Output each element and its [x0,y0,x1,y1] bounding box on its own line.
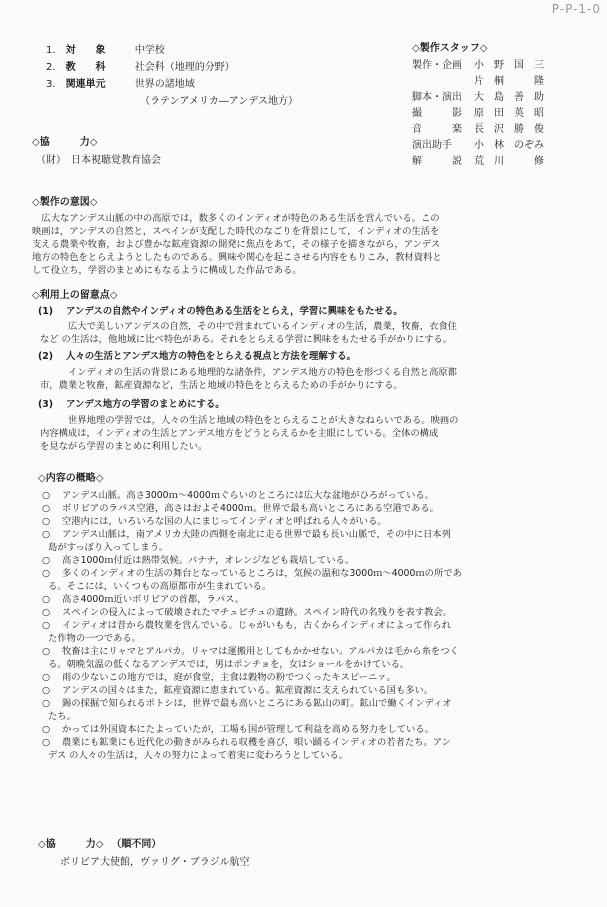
info-value: 社会科（地理的分野） [134,62,235,73]
note-line: を見ながら学習のまとめに利用したい。 [40,441,208,452]
info-label: 関連単元 [65,79,106,90]
circle-bullet-icon: ○ [42,516,51,527]
overview-line: る。そこには，いくつもの高原都市が生まれている。 [48,581,272,592]
cooperation-bottom-value: ボリビア大使館，ヴァリグ・ブラジル航空 [60,857,250,868]
staff-role: 撮 影 [412,108,462,119]
overview-line: ボリビアのラパス空港，高さはおよそ4000ｍ。世界で最も高いところにある空港である。 [62,503,439,514]
overview-line: アンデス山脈。高さ3000ｍ～4000ｍぐらいのところには広大な盆地がひろがっている。 [62,490,434,501]
cooperation-bottom-title: ◇協 力◇ [38,839,104,850]
note-title: アンデス地方の学習のまとめにする。 [66,399,225,410]
overview-line: アンデス山脈は，南アメリカ大陸の西側を南北に走る世界で最も長い山脈で，その中に日本列 [62,529,451,540]
cooperation-heading: ◇協 力◇ [32,137,98,148]
overview-item [40,567,600,593]
note-title-3 [38,398,225,411]
staff-heading: ◇製作スタッフ◇ [412,43,488,54]
intent-line: 地方の特色をとらえようとしたものである。興味や関心を起こさせる内容をもりこみ，教材資料と [32,252,442,263]
overview-item [40,528,600,554]
overview-heading: ◇内容の概略◇ [38,473,104,484]
watermark: P-P-1-0 [551,2,601,16]
overview-item [40,671,600,684]
info-num: 3． [46,79,63,90]
staff-name: 原 田 英 昭 [474,108,544,119]
staff-role: 解 説 [412,156,462,167]
note-line: 市，農業と牧畜，鉱産資源など，生活と地域の特色をとらえるための手がかりにする。 [40,380,403,391]
staff-name: 荒 川 修 [474,156,544,167]
info-value: 中学校 [134,45,165,56]
overview-line: インディオは昔から農牧業を営んでいる。じゃがいもも，古くからインディオによって作られ [62,620,451,631]
note-title-2 [38,350,356,363]
staff-row [412,75,544,89]
circle-bullet-icon: ○ [42,555,51,566]
intent-line: 映画は，アンデスの自然と，スペインが支配した時代のなごりを背景にして，インディオの生活を [32,226,440,237]
staff-role: 音 楽 [412,124,462,135]
info-num: 1． [46,45,63,56]
circle-bullet-icon: ○ [42,672,51,683]
note-title: 人々の生活とアンデス地方の特色をとらえる視点と方法を理解する。 [66,351,356,362]
note-title-1 [38,305,403,318]
circle-bullet-icon: ○ [42,698,51,709]
staff-name: 小 林 のぞみ [474,140,544,151]
overview-line: 牧畜は主にリャマとアルパカ。リャマは運搬用としてもかかせない。アルパカは毛から糸をつく [62,646,459,657]
info-value: 世界の諸地域 [134,79,195,90]
overview-line: る。朝晩気温の低くなるアンデスでは，男はポンチョを，女はショールをかけている。 [48,659,410,670]
overview-line: 農業にも鉱業にも近代化の動きがみられる収穫を喜び，唄い踊るインディオの若者たち。アン [62,737,451,748]
staff-row [412,123,544,137]
note-title: アンデスの自然やインディオの特色ある生活をとらえ，学習に興味をもたせる。 [66,306,403,317]
overview-item [40,723,600,736]
info-row-subject [46,61,235,75]
circle-bullet-icon: ○ [42,490,51,501]
intent-line: して役立ち，学習のまとめにもなるように構成した作品である。 [32,265,302,276]
staff-row [412,91,544,105]
intent-paragraph [32,212,442,277]
staff-name: 大 島 善 助 [474,92,544,103]
overview-line: デス の人々の生活は，人々の努力によって着実に変わろうとしている。 [48,750,349,761]
intent-line: 支える農業や牧畜，および豊かな鉱産資源の開発に焦点をあて，その様子を描きながら，アンデス [32,239,441,250]
note-number: (3) [38,399,54,410]
overview-line: アンデスの国々はまた，鉱産資源に恵まれている。鉱産資源に支えられている国も多い。 [62,685,434,696]
staff-row [412,59,544,73]
staff-row [412,107,544,121]
note-line: 世界地理の学習では，人々の生活と地域の特色をとらえることが大きなねらいである。映画の [68,415,459,426]
cooperation-bottom-heading [38,838,161,852]
info-num: 2． [46,62,63,73]
info-label: 教 科 [65,62,106,73]
note-number: (2) [38,351,54,362]
overview-line: 高さ1000ｍ付近は熱帯気候。バナナ，オレンジなども栽培している。 [62,555,355,566]
overview-line: かっては外国資本にたよっていたが，工場も国が管理して利益を高める努力をしている。 [62,724,434,735]
circle-bullet-icon: ○ [42,724,51,735]
info-subunit: （ラテンアメリカ―アンデス地方） [140,96,298,107]
note-body-3 [40,414,459,453]
staff-role: 脚本・演出 [412,92,462,103]
circle-bullet-icon: ○ [42,594,51,605]
overview-item [40,684,600,697]
info-label: 対 象 [65,45,106,56]
note-body-2 [40,366,457,392]
note-line: など の生活は，他地域に比べ特色がある。それをとらえる学習に興味をもたせる手がかりにする。 [40,334,453,345]
overview-item [40,645,600,671]
note-line: 内容構成は，インディオの生活とアンデス地方をどうとらえるかを主眼にしている。全体の構成 [40,428,439,439]
circle-bullet-icon: ○ [42,607,51,618]
overview-item [40,736,600,762]
staff-name: 片 桐 隆 [474,76,544,87]
staff-role: 製作・企画 [412,60,462,71]
circle-bullet-icon: ○ [42,529,51,540]
overview-line: 島がすっぽり入ってしまう。 [48,542,169,553]
overview-line: 空港内には，いろいろな国の人にまじってインディオと呼ばれる人々がいる。 [62,516,387,527]
circle-bullet-icon: ○ [42,620,51,631]
overview-line: た作物の一つである。 [48,633,141,644]
overview-line: 雨の少ないこの地方では，庭が食堂，主食は穀物の粉でつくったキスピーニァ。 [62,672,396,683]
overview-line: たち。 [48,711,76,722]
circle-bullet-icon: ○ [42,646,51,657]
note-line: 広大で美しいアンデスの自然，その中で営まれているインディオの生活，農業，牧畜，衣食住 [68,321,457,332]
staff-name: 小 野 国 三 [474,60,544,71]
info-row-target [46,44,165,58]
overview-item [40,489,600,502]
note-number: (1) [38,306,54,317]
overview-line: 高さ4000ｍ近いボリビアの首都，ラパス。 [62,594,244,605]
circle-bullet-icon: ○ [42,568,51,579]
staff-name: 長 沢 勝 俊 [474,124,544,135]
overview-item [40,554,600,567]
intent-line: 広大なアンデス山脈の中の高原では，数多くのインディオが特色のある生活を営んでいる。この [32,213,440,224]
staff-row [412,139,544,153]
notes-heading: ◇利用上の留意点◇ [32,290,118,301]
circle-bullet-icon: ○ [42,685,51,696]
note-line: インディオの生活の背景にある地理的な諸条件，アンデス地方の特色を形づくる自然と高原都 [68,367,457,378]
overview-item [40,593,600,606]
overview-item [40,515,600,528]
overview-item [40,502,600,515]
overview-item [40,619,600,645]
staff-row [412,155,544,169]
circle-bullet-icon: ○ [42,737,51,748]
staff-role: 演出助手 [412,140,452,151]
cooperation-value: （財） 日本視聴覚教育協会 [36,155,161,166]
overview-line: 錫の採掘で知られるポトシは，世界で最も高いところにある鉱山の町。鉱山で働くインディオ [62,698,452,709]
cooperation-bottom-note: （順不同） [111,839,162,850]
circle-bullet-icon: ○ [42,503,51,514]
intent-heading: ◇製作の意図◇ [32,197,98,208]
overview-item [40,606,600,619]
info-row-unit [46,78,195,92]
overview-line: 多くのインディオの生活の舞台となっているところは，気候の温和な3000ｍ～4000ｍの所であ [62,568,462,579]
overview-item [40,697,600,723]
overview-list [40,489,600,762]
overview-line: スペインの侵入によって破壊されたマチュピチュの遺跡。スペイン時代の名残りを表す教会。 [62,607,452,618]
note-body-1 [40,320,457,346]
